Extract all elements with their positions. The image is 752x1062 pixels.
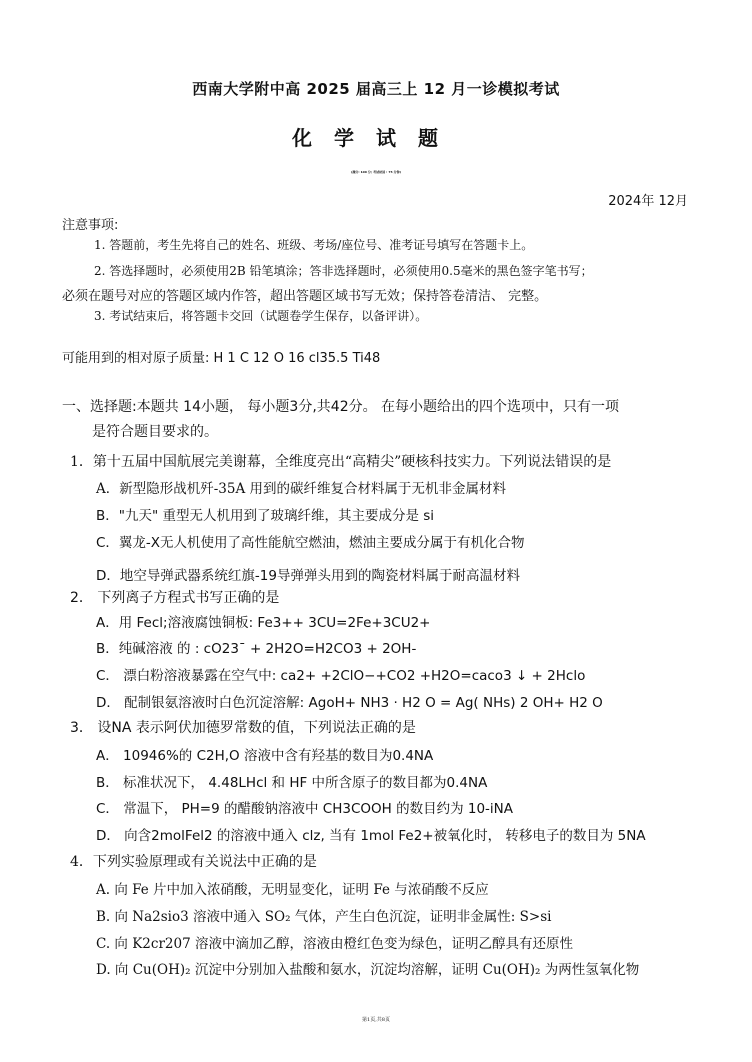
question-4-option-d: D. 向 Cu(OH)₂ 沉淀中分别加入盐酸和氨水，沉淀均溶解，证明 Cu(OH)₂ 为两性氢氧化物 — [96, 962, 640, 978]
question-3-option-c: C． 常温下， PH=9 的醋酸钠溶液中 CH3COOH 的数目约为 10-iNA — [96, 801, 513, 817]
exam-meta: (满分: 100 分; 考试时间 : 75 分钟) — [350, 170, 402, 174]
question-1-option-b: B．"九天" 重型无人机用到了玻璃纤维，其主要成分是 si — [96, 508, 435, 524]
section-heading-line-2: 是符合题目要求的。 — [92, 424, 218, 440]
question-1-option-c: C．翼龙-X无人机使用了高性能航空燃油，燃油主要成分属于有机化合物 — [96, 535, 525, 551]
question-1-option-d: D．地空导弹武器系统红旗-19导弹弹头用到的陶瓷材料属于耐高温材料 — [96, 568, 520, 584]
subject-title: 化学试题 — [292, 126, 460, 150]
question-2-option-d: D． 配制银氨溶液时白色沉淀溶解: AgoH+ NH3 · H2 O = Ag( NHs) 2 OH+ H2 O — [96, 695, 603, 711]
question-4-stem: 4．下列实验原理或有关说法中正确的是 — [70, 854, 317, 870]
notice-item-2a: 2. 答选择题时，必须使用2B 铅笔填涂；答非选择题时，必须使用0.5毫米的黑色签字笔书写； — [94, 264, 593, 278]
question-2-stem: 2． 下列离子方程式书写正确的是 — [70, 590, 280, 606]
question-3-option-a: A． 10946%的 C2H,O 溶液中含有羟基的数目为0.4NA — [96, 748, 434, 764]
question-1-option-a: A．新型隐形战机歼-35A 用到的碳纤维复合材料属于无机非金属材料 — [96, 481, 507, 497]
notice-item-2b: 必须在题号对应的答题区域内作答，超出答题区域书写无效；保持答卷清洁、 完整。 — [62, 289, 548, 304]
exam-date: 2024年 12月 — [608, 194, 688, 209]
notice-heading: 注意事项: — [62, 218, 119, 233]
question-2-option-c: C． 漂白粉溶液暴露在空气中: ca2+ +2ClO−+CO2 +H2O=caco3 ↓ + 2Hclo — [96, 668, 586, 684]
notice-item-1: 1. 答题前，考生先将自己的姓名、班级、考场/座位号、准考证号填写在答题卡上。 — [94, 238, 534, 252]
question-2-option-a: A．用 Fecl;溶液腐蚀铜板: Fe3++ 3CU=2Fe+3CU2+ — [96, 615, 431, 631]
exam-title: 西南大学附中高 2025 届高三上 12 月一诊模拟考试 — [192, 80, 560, 98]
question-4-option-a: A. 向 Fe 片中加入浓硝酸，无明显变化，证明 Fe 与浓硝酸不反应 — [96, 882, 489, 898]
question-3-option-d: D． 向含2molFel2 的溶液中通入 clz, 当有 1mol Fe2+被氧化时， 转移电子的数目为 5NA — [96, 828, 646, 844]
page-footer: 第1页,共8页 — [362, 1017, 390, 1023]
question-3-option-b: B． 标准状况下， 4.48LHcl 和 HF 中所含原子的数目都为0.4NA — [96, 775, 488, 791]
question-4-option-b: B. 向 Na2sio3 溶液中通入 SO₂ 气体，产生白色沉淀，证明非金属性: S>si — [96, 909, 552, 925]
question-4-option-c: C. 向 K2cr207 溶液中滴加乙醇，溶液由橙红色变为绿色，证明乙醇具有还原性 — [96, 936, 573, 952]
section-heading-line-1: 一、选择题:本题共 14小题， 每小题3分,共42分。 在每小题给出的四个选项中，只有一项 — [62, 399, 620, 415]
question-2-option-b: B．纯碱溶液 的 : cO23¯ + 2H2O=H2CO3 + 2OH- — [96, 641, 417, 657]
atomic-masses: 可能用到的相对原子质量: H 1 C 12 O 16 cl35.5 Ti48 — [62, 351, 381, 366]
question-1-stem: 1．第十五届中国航展完美谢幕，全维度亮出“高精尖”硬核科技实力。下列说法错误的是 — [70, 454, 612, 470]
question-3-stem: 3． 设NA 表示阿伏加德罗常数的值，下列说法正确的是 — [70, 720, 416, 736]
notice-item-3: 3. 考试结束后，将答题卡交回（试题卷学生保存，以备评讲）。 — [94, 309, 428, 323]
